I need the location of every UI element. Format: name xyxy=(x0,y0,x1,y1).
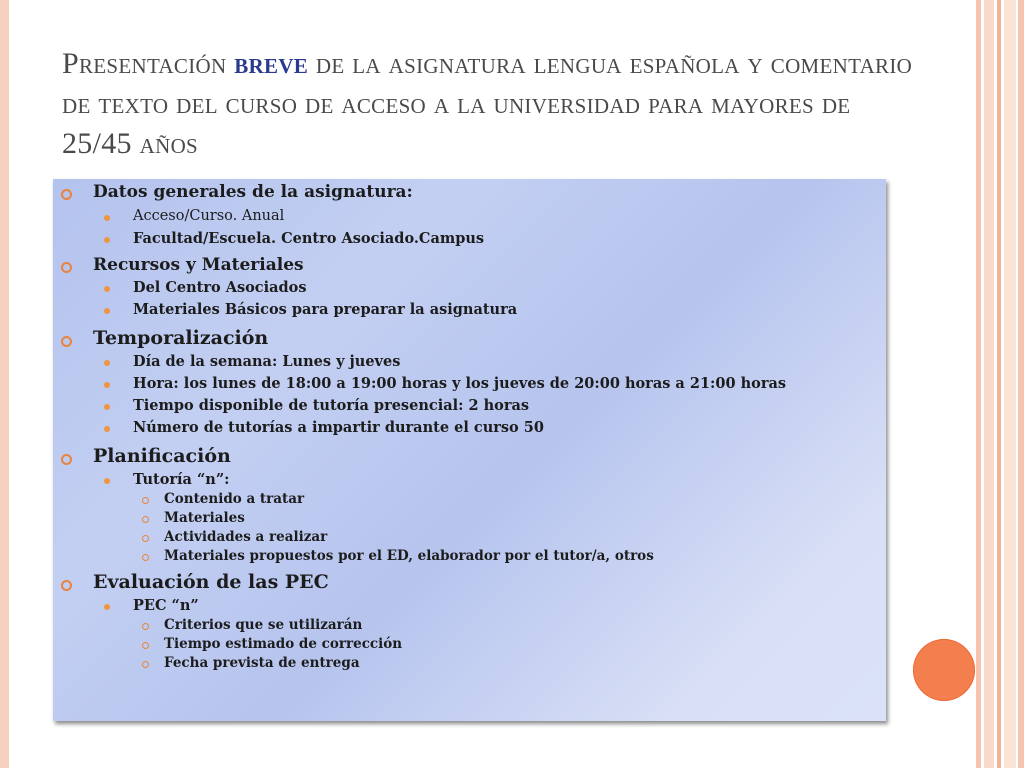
slide-title: Presentación breve de la asignatura lengua española y comentario de texto del curso de acceso a la universidad para mayores de 25/45 años xyxy=(62,47,913,160)
section-bullet-icon xyxy=(61,189,72,200)
bullet-icon xyxy=(104,215,110,221)
section-bullet-icon xyxy=(61,580,72,591)
sub-bullet-icon xyxy=(142,642,149,649)
sub-list-item: Contenido a tratar xyxy=(53,491,304,507)
bullet-icon xyxy=(104,604,110,610)
list-item: Número de tutorías a impartir durante el curso 50 xyxy=(53,419,544,436)
sub-list-item: Tiempo estimado de corrección xyxy=(53,636,402,652)
list-item: Materiales Básicos para preparar la asignatura xyxy=(53,301,517,318)
content-panel xyxy=(53,179,886,721)
section-datos-generales: Datos generales de la asignatura: xyxy=(53,182,413,202)
list-item: Hora: los lunes de 18:00 a 19:00 horas y los jueves de 20:00 horas a 21:00 horas xyxy=(53,375,786,392)
sub-list-item: Materiales xyxy=(53,510,245,526)
bullet-icon xyxy=(104,478,110,484)
section-planificacion: Planificación xyxy=(53,445,231,467)
section-temporalizacion: Temporalización xyxy=(53,327,268,349)
section-bullet-icon xyxy=(61,262,72,273)
list-item: Tutoría “n”: xyxy=(53,471,230,488)
section-bullet-icon xyxy=(61,336,72,347)
sub-bullet-icon xyxy=(142,554,149,561)
list-item: Del Centro Asociados xyxy=(53,279,307,296)
sub-list-item: Actividades a realizar xyxy=(53,529,327,545)
sub-list-item: Criterios que se utilizarán xyxy=(53,617,362,633)
bullet-icon xyxy=(104,286,110,292)
list-item: Acceso/Curso. Anual xyxy=(53,208,284,224)
sub-bullet-icon xyxy=(142,516,149,523)
sub-list-item: Materiales propuestos por el ED, elaborador por el tutor/a, otros xyxy=(53,548,654,564)
decorative-circle xyxy=(913,639,975,701)
bullet-icon xyxy=(104,426,110,432)
section-evaluacion-pec: Evaluación de las PEC xyxy=(53,571,329,593)
sub-bullet-icon xyxy=(142,623,149,630)
sub-bullet-icon xyxy=(142,535,149,542)
sub-bullet-icon xyxy=(142,661,149,668)
sub-list-item: Fecha prevista de entrega xyxy=(53,655,360,671)
bullet-icon xyxy=(104,382,110,388)
list-item: PEC “n” xyxy=(53,597,199,614)
list-item: Facultad/Escuela. Centro Asociado.Campus xyxy=(53,230,484,247)
list-item: Día de la semana: Lunes y jueves xyxy=(53,353,400,370)
bullet-icon xyxy=(104,237,110,243)
right-decor-stripes xyxy=(976,0,1024,768)
bullet-icon xyxy=(104,308,110,314)
section-bullet-icon xyxy=(61,454,72,465)
section-recursos-materiales: Recursos y Materiales xyxy=(53,255,304,275)
sub-bullet-icon xyxy=(142,497,149,504)
bullet-icon xyxy=(104,360,110,366)
list-item: Tiempo disponible de tutoría presencial: 2 horas xyxy=(53,397,529,414)
bullet-icon xyxy=(104,404,110,410)
left-decor-stripe xyxy=(0,0,9,768)
